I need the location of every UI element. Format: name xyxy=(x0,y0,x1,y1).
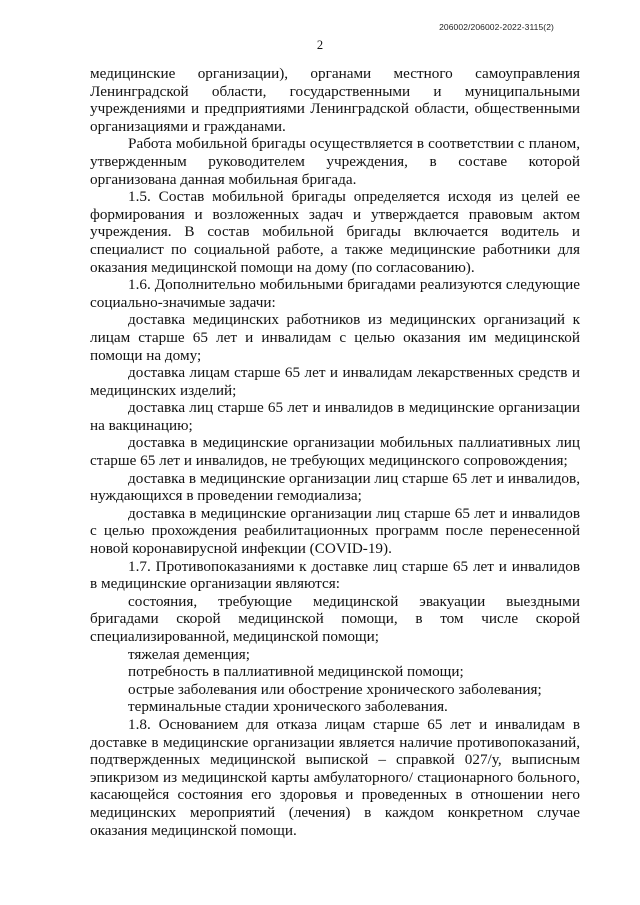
paragraph-1-8: 1.8. Основанием для отказа лицам старше 65 лет и инвалидам в доставке в медицинские организации является наличие противопоказаний, подтвержденных медицинской выпиской – справкой 027/у, выписным эпикризом из медицинской карты амбулаторного/ стационарного больного, касающейся состояния его здоровья и проведенных в отношении него медицинских мероприятий (лечения) в каждом конкретном случае оказания медицинской помощи. xyxy=(90,715,580,839)
list-item: доставка медицинских работников из медицинских организаций к лицам старше 65 лет и инвалидам с целью оказания им медицинской помощи на дому; xyxy=(90,311,580,364)
paragraph-1-5: 1.5. Состав мобильной бригады определяется исходя из целей ее формирования и возложенных задач и утверждается правовым актом учреждения. В состав мобильной бригады включается водитель и специалист по социальной работе, а также медицинские работники для оказания медицинской помощи на дому (по согласованию). xyxy=(90,188,580,276)
list-item: потребность в паллиативной медицинской помощи; xyxy=(128,663,464,681)
list-item: доставка в медицинские организации мобильных паллиативных лиц старше 65 лет и инвалидов, не требующих медицинского сопровождения; xyxy=(90,434,580,470)
document-body xyxy=(90,65,580,839)
list-item: терминальные стадии хронического заболевания. xyxy=(128,698,448,716)
page-number: 2 xyxy=(316,38,324,52)
paragraph-1-7: 1.7. Противопоказаниями к доставке лиц старше 65 лет и инвалидов в медицинские организации являются: xyxy=(90,557,580,593)
paragraph-continuation: медицинские организации), органами местного самоуправления Ленинградской области, государственными и муниципальными учреждениями и предприятиями Ленинградской области, общественными организациями и гражданами. xyxy=(90,65,580,135)
list-item: доставка в медицинские организации лиц старше 65 лет и инвалидов, нуждающихся в проведении гемодиализа; xyxy=(90,469,580,505)
list-item: доставка в медицинские организации лиц старше 65 лет и инвалидов с целью прохождения реабилитационных программ после перенесенной новой коронавирусной инфекции (COVID-19). xyxy=(90,504,580,558)
document-id: 206002/206002-2022-3115(2) xyxy=(439,22,554,32)
list-item: острые заболевания или обострение хронического заболевания; xyxy=(128,680,542,698)
list-item: тяжелая деменция; xyxy=(128,645,250,663)
list-item: доставка лиц старше 65 лет и инвалидов в медицинские организации на вакцинацию; xyxy=(90,399,580,434)
paragraph-brigade-work: Работа мобильной бригады осуществляется в соответствии с планом, утвержденным руководителем учреждения, в составе которой организована данная мобильная бригада. xyxy=(90,135,580,188)
paragraph-1-6: 1.6. Дополнительно мобильными бригадами реализуются следующие социально-значимые задачи: xyxy=(90,276,580,311)
list-item: доставка лицам старше 65 лет и инвалидам лекарственных средств и медицинских изделий; xyxy=(90,364,580,399)
list-item: состояния, требующие медицинской эвакуации выездными бригадами скорой медицинской помощи, в том числе скорой специализированной, медицинской помощи; xyxy=(90,592,580,645)
